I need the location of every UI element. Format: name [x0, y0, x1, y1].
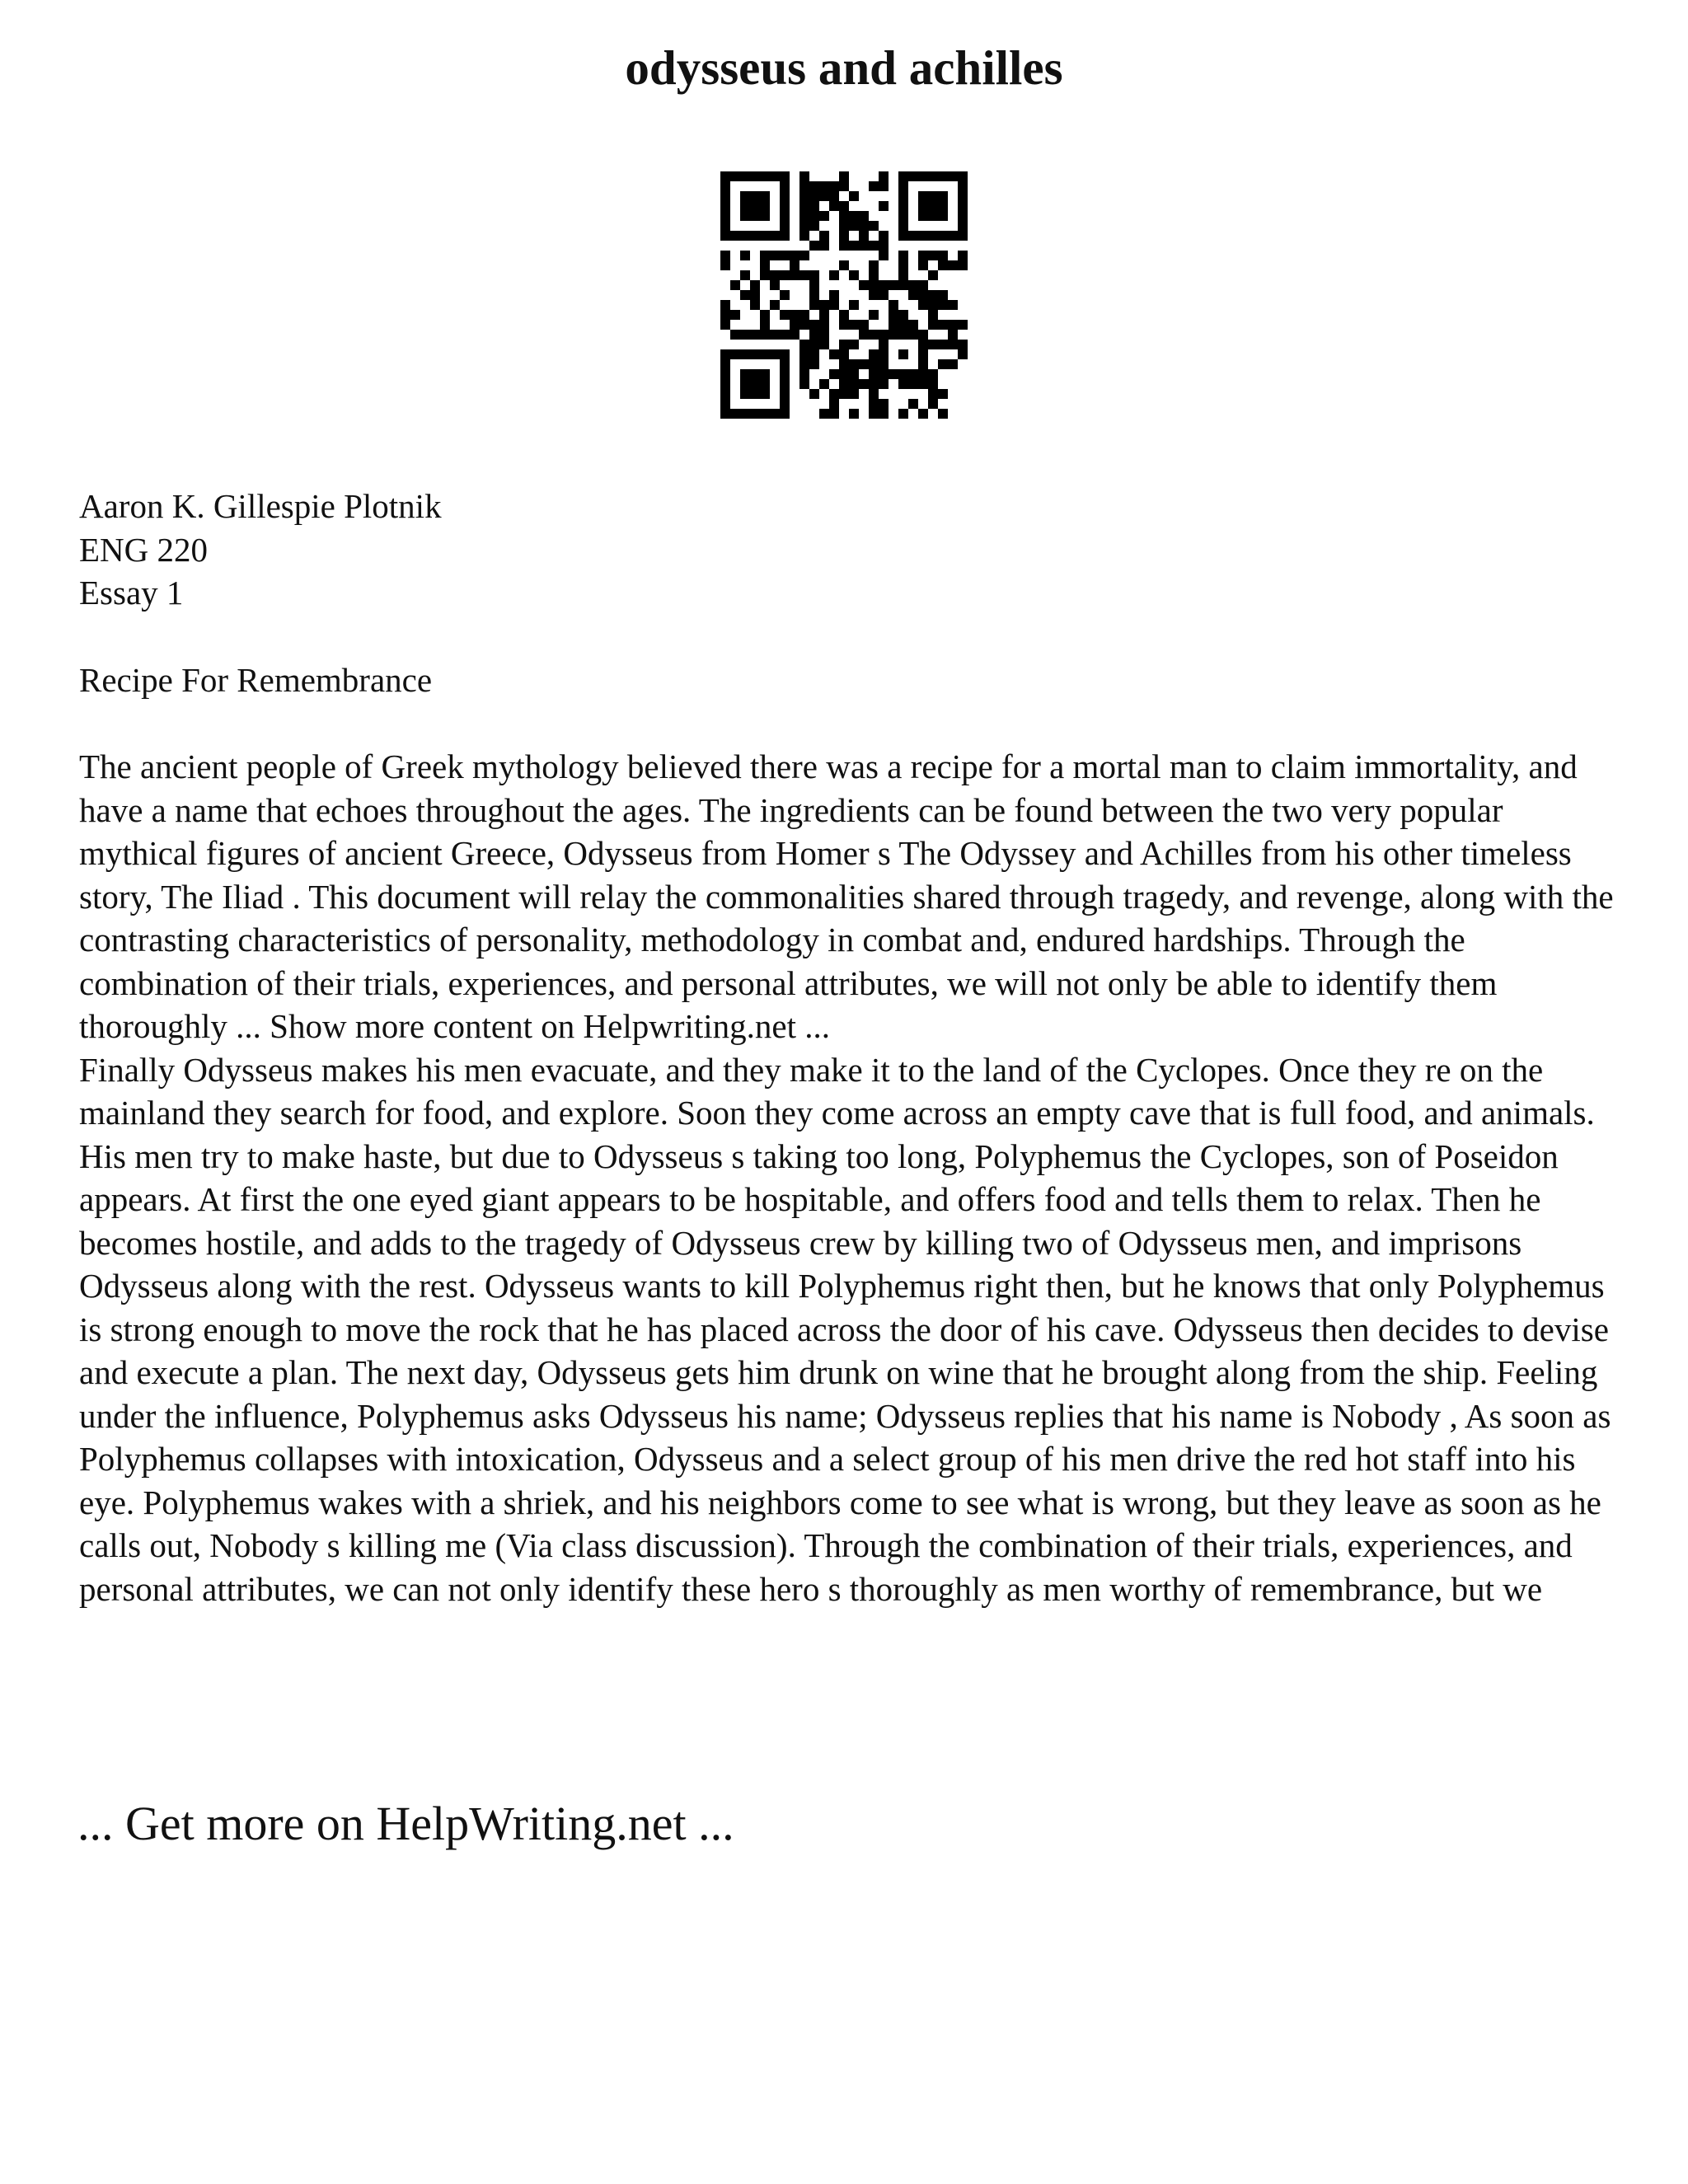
assignment-label: Essay 1: [79, 574, 184, 612]
course-code: ENG 220: [79, 530, 209, 569]
qr-code[interactable]: [720, 171, 968, 419]
document-title: odysseus and achilles: [625, 40, 1063, 95]
author-name: Aaron K. Gillespie Plotnik: [79, 487, 442, 525]
paragraph-intro: The ancient people of Greek mythology believed there was a recipe for a mortal man to claim immortality, and have a name that echoes throughout the ages. The ingredients can be found between the two very popular mythical figures of ancient Greece, Odysseus from Homer s The Odyssey and Achilles from his other timeless story, The Iliad . This document will relay the commonalities shared through tragedy, and revenge, along with the contrasting characteristics of personality, methodology in combat and, endured hardships. Through the combination of their trials, experiences, and personal attributes, we will not only be able to identify them thoroughly ... Show more content on Helpwriting.net ...: [79, 748, 1614, 1045]
qr-code-image: [720, 171, 968, 419]
essay-body: [79, 745, 1629, 1610]
paragraph-excerpt: Finally Odysseus makes his men evacuate, and they make it to the land of the Cyclopes. Once they re on the mainland they search for food, and explore. Soon they come across an empty cave that is full food, and animals. His men try to make haste, but due to Odysseus s taking too long, Polyphemus the Cyclopes, son of Poseidon appears. At first the one eyed giant appears to be hospitable, and offers food and tells them to relax. Then he becomes hostile, and adds to the tragedy of Odysseus crew by killing two of Odysseus men, and imprisons Odysseus along with the rest. Odysseus wants to kill Polyphemus right then, but he knows that only Polyphemus is strong enough to move the rock that he has placed across the door of his cave. Odysseus then decides to devise and execute a plan. The next day, Odysseus gets him drunk on wine that he brought along from the ship. Feeling under the influence, Polyphemus asks Odysseus his name; Odysseus replies that his name is Nobody , As soon as Polyphemus collapses with intoxication, Odysseus and a select group of his men drive the red hot staff into his eye. Polyphemus wakes with a shriek, and his neighbors come to see what is wrong, but they leave as soon as he calls out, Nobody s killing me (Via class discussion). Through the combination of their trials, experiences, and personal attributes, we can not only identify these hero s thoroughly as men worthy of remembrance, but we: [79, 1050, 1611, 1608]
document-meta: [79, 485, 1629, 615]
get-more-link[interactable]: ... Get more on HelpWriting.net ...: [77, 1797, 734, 1850]
essay-title: Recipe For Remembrance: [79, 661, 433, 699]
